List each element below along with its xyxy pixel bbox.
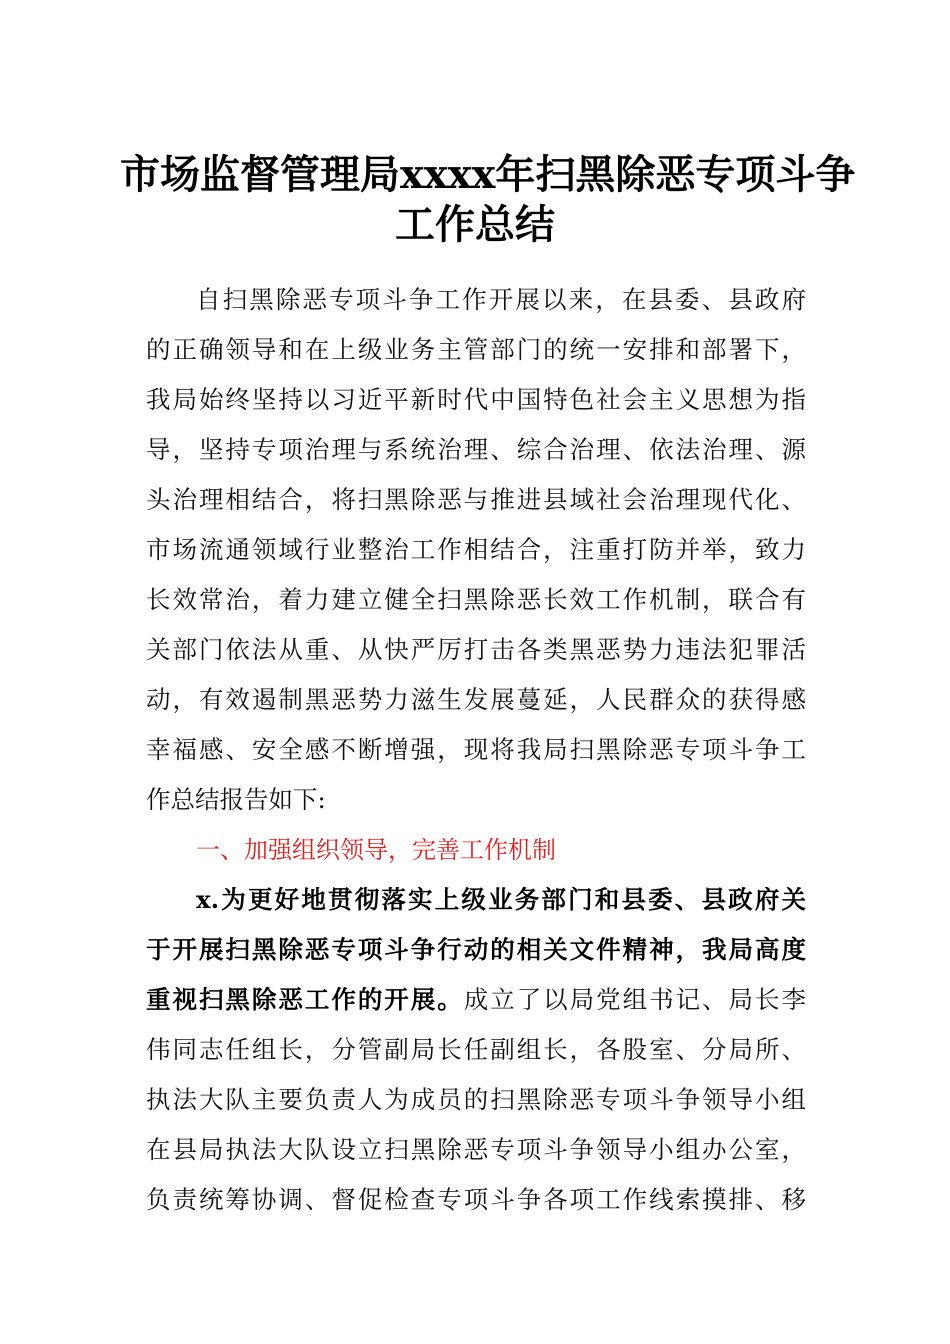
paragraph-line: 幸福感、安全感不断增强，现将我局扫黑除恶专项斗争工: [146, 735, 806, 764]
paragraph-line: 我局始终坚持以习近平新时代中国特色社会主义思想为指: [146, 385, 806, 414]
paragraph-line: 动，有效遏制黑恶势力滋生发展蔓延，人民群众的获得感: [146, 685, 806, 714]
paragraph-line: 自扫黑除恶专项斗争工作开展以来，在县委、县政府: [196, 285, 806, 314]
paragraph-line: 关部门依法从重、从快严厉打击各类黑恶势力违法犯罪活: [146, 635, 806, 664]
paragraph-line: 的正确领导和在上级业务主管部门的统一安排和部署下，: [146, 335, 806, 364]
paragraph-line: 负责统筹协调、督促检查专项斗争各项工作线索摸排、移: [146, 1185, 806, 1214]
mixed-paragraph-line: [146, 984, 806, 1016]
document-title-line-2: 工作总结: [395, 201, 555, 248]
paragraph-line: 伟同志任组长，分管副局长任副组长，各股室、分局所、: [146, 1035, 806, 1064]
bold-text-run: 重视扫黑除恶工作的开展。: [146, 985, 464, 1014]
paragraph-line: 作总结报告如下:: [146, 785, 326, 814]
paragraph-line: 长效常治，着力建立健全扫黑除恶长效工作机制，联合有: [146, 585, 806, 614]
paragraph-line: 导，坚持专项治理与系统治理、综合治理、依法治理、源: [146, 435, 806, 464]
paragraph-line: 头治理相结合，将扫黑除恶与推进县域社会治理现代化、: [146, 485, 806, 514]
bold-paragraph-line: 于开展扫黑除恶专项斗争行动的相关文件精神，我局高度: [146, 935, 806, 964]
regular-text-run: 成立了以局党组书记、局长李: [463, 985, 806, 1014]
document-title-line-1: 市场监督管理局xxxx年扫黑除恶专项斗争: [120, 151, 856, 198]
bold-paragraph-line: x.为更好地贯彻落实上级业务部门和县委、县政府关: [196, 885, 806, 914]
section-heading: 一、加强组织领导，完善工作机制: [196, 836, 556, 864]
paragraph-line: 市场流通领域行业整治工作相结合，注重打防并举，致力: [146, 535, 806, 564]
paragraph-line: 执法大队主要负责人为成员的扫黑除恶专项斗争领导小组: [146, 1085, 806, 1114]
paragraph-line: 在县局执法大队设立扫黑除恶专项斗争领导小组办公室，: [146, 1135, 806, 1164]
